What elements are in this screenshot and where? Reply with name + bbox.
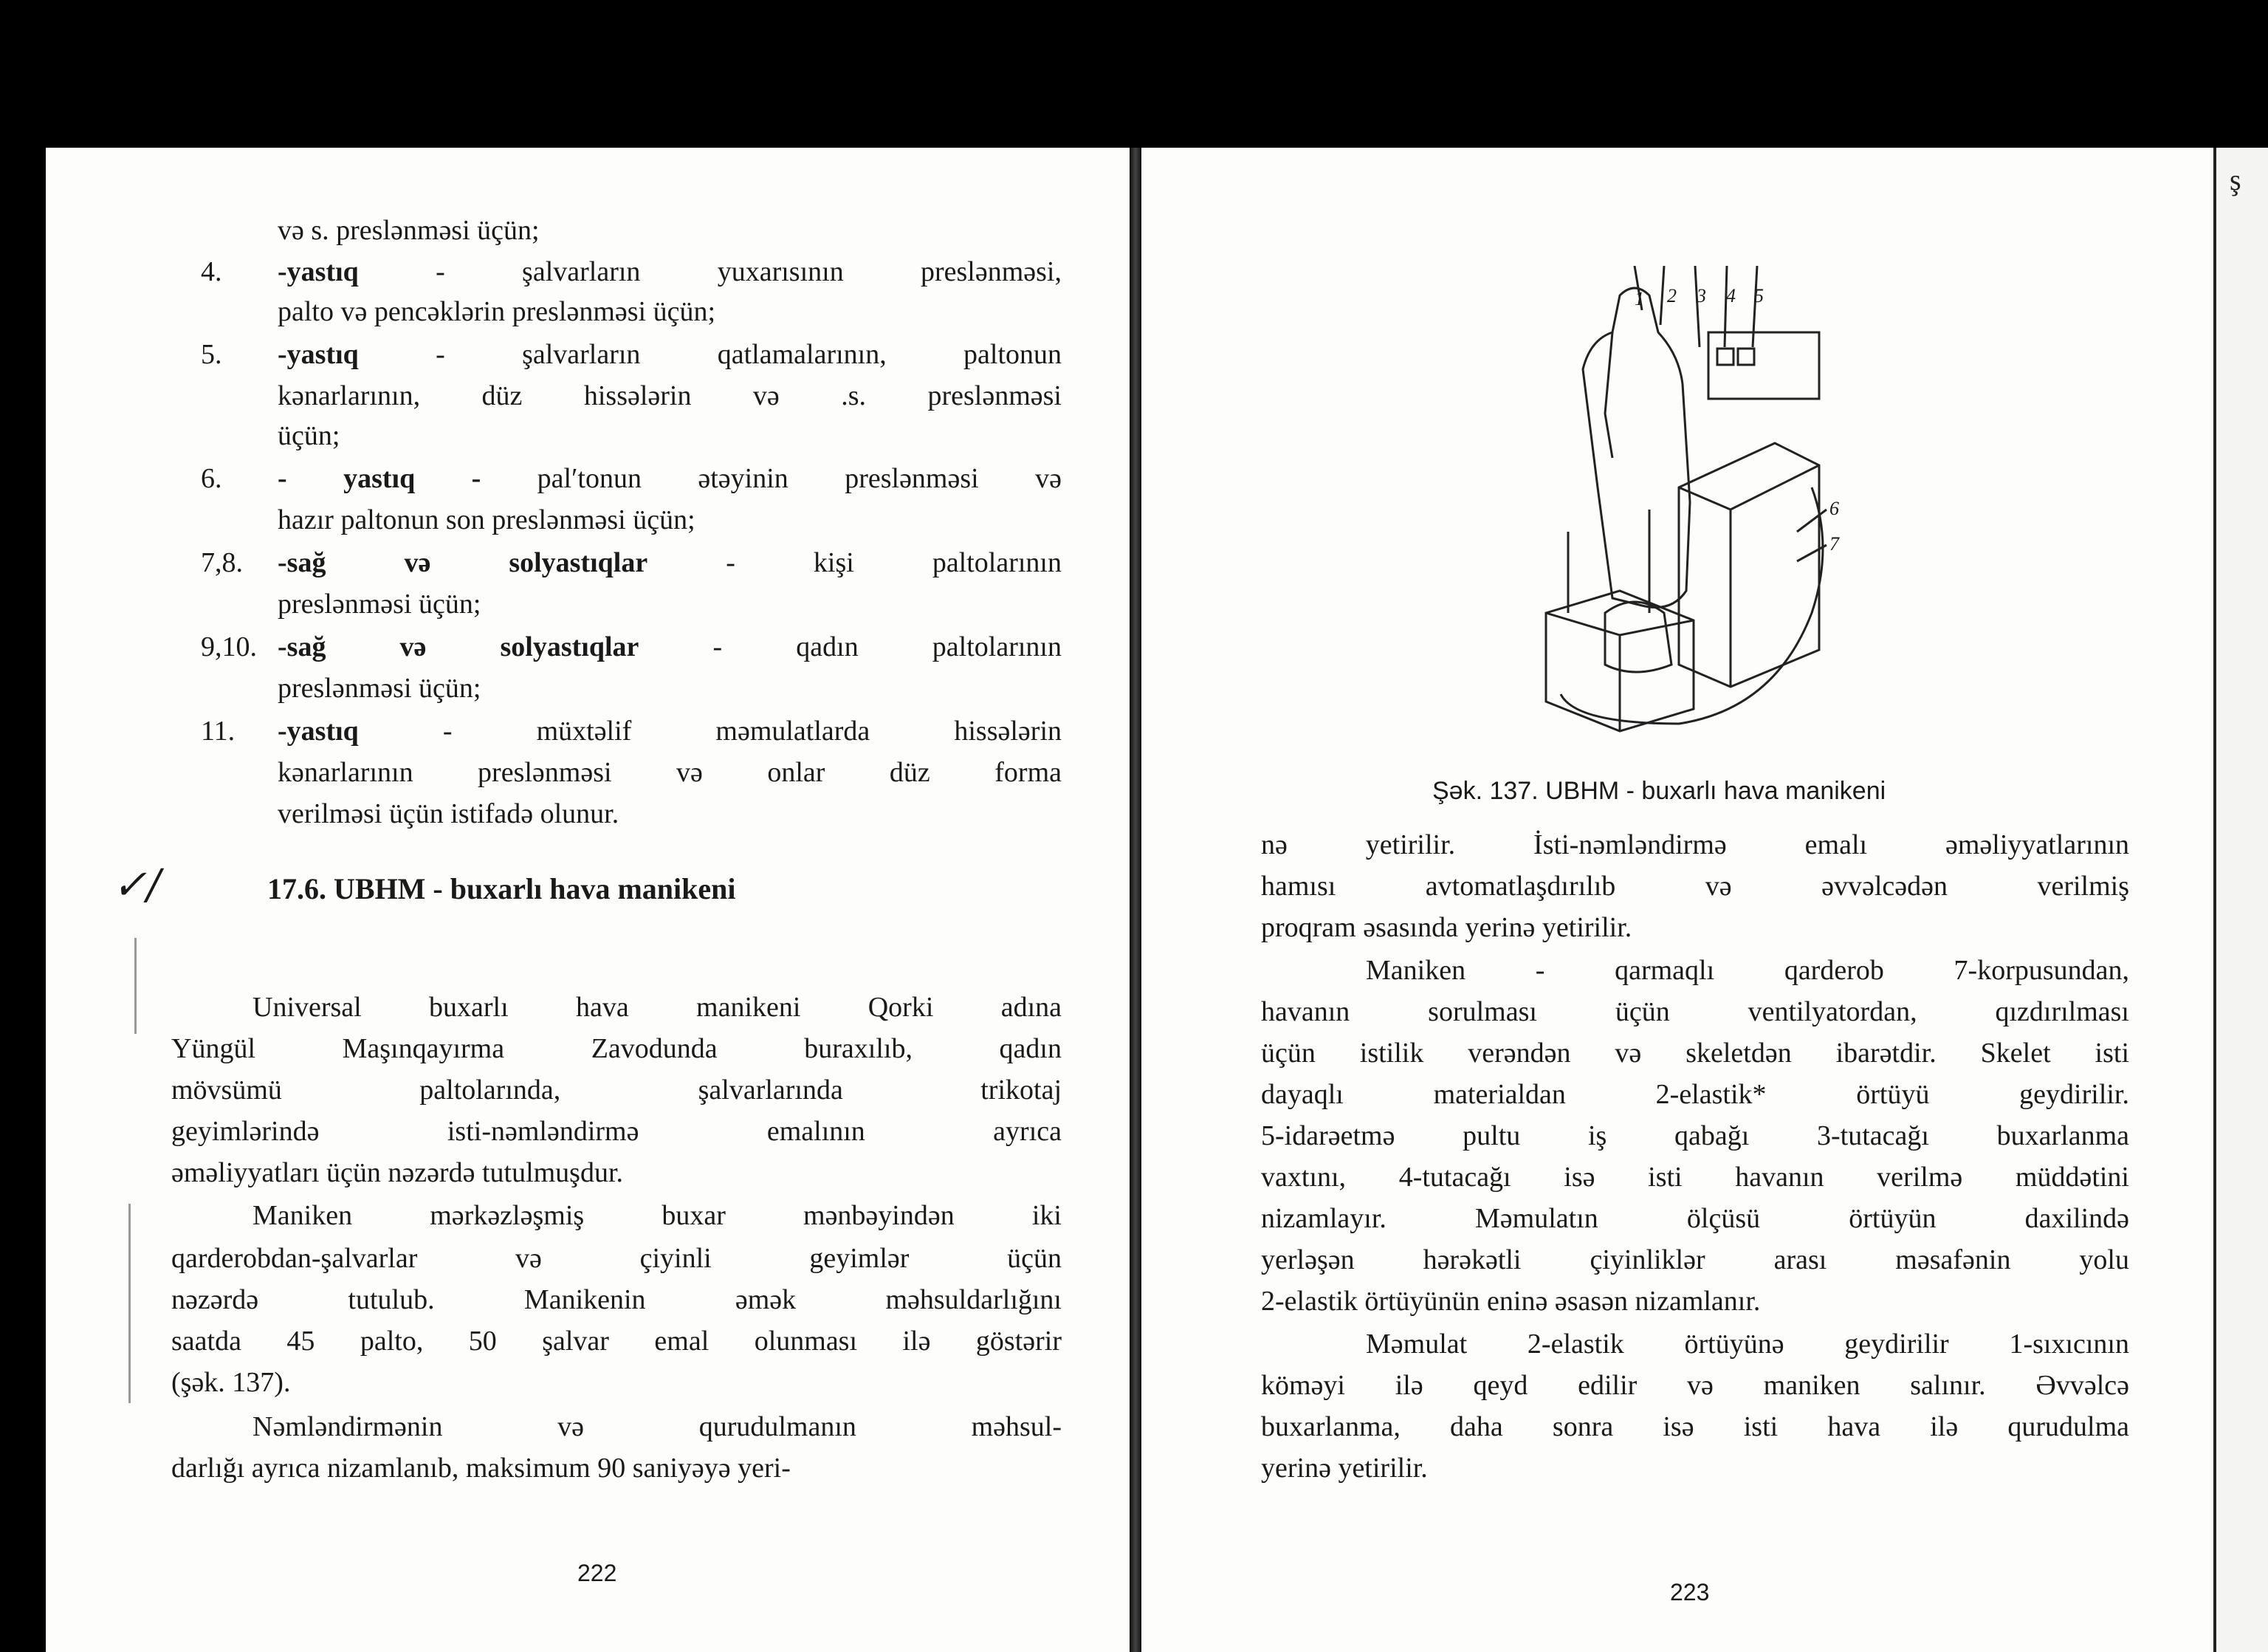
wardrobe-cabinet [1679,443,1819,687]
power-cord [1561,487,1823,724]
mannequin-cover [1583,288,1690,608]
list-number: 4. [201,256,222,287]
callout-label: 6 [1829,498,1839,519]
page-number: 222 [577,1560,617,1586]
list-text: - şalvarların qatlamalarının, paltonun [358,339,1062,370]
list-number: 9,10. [201,631,257,662]
figure-caption: Şək. 137. UBHM - buxarlı hava manikeni [1432,777,1886,805]
section-heading: 17.6. UBHM - buxarlı hava manikeni [267,872,736,905]
list-number: 7,8. [201,547,243,578]
callout-label: 1 [1635,288,1644,309]
paragraph-line: darlığı ayrıca nizamlanıb, maksimum 90 saniyəyə yeri- [171,1453,791,1484]
pencil-margin-mark [134,938,137,1034]
list-item-line [278,461,1062,496]
paragraph-line: yerinə yetirilir. [1261,1453,1428,1484]
paragraph-line: Maniken - qarmaqlı qarderob 7-korpusundan, [1366,955,2129,986]
list-item-line [278,629,1062,665]
paragraph-line: Maniken mərkəzləşmiş buxar mənbəyindən iki [252,1200,1062,1231]
callout-line [1660,266,1664,325]
paragraph-line: vaxtını, 4-tutacağı isə isti havanın verilmə müddətini [1261,1162,2129,1193]
paragraph-line: Universal buxarlı hava manikeni Qorki adına [252,992,1062,1023]
paragraph-line: hamısı avtomatlaşdırılıb və əvvəlcədən verilmiş [1261,871,2129,902]
list-item-line: üçün; [278,420,340,451]
list-term: - yastıq - [278,463,481,494]
list-term: -sağ və solyastıqlar [278,547,648,578]
list-text: - şalvarların yuxarısının preslənməsi, [358,256,1062,287]
cabinet-edge [1679,465,1819,510]
list-number: 5. [201,339,222,370]
callout-label: 2 [1667,285,1677,306]
handwritten-check-mark: ✓/ [112,861,161,909]
list-item-line [278,545,1062,580]
mannequin-base [1605,602,1671,672]
paragraph-line: havanın sorulması üçün ventilyatordan, qızdırılması [1261,996,2129,1027]
list-item-line: hazır paltonun son preslənməsi üçün; [278,504,695,535]
paragraph-line: Nəmləndirmənin və qurudulmanın məhsul- [252,1411,1062,1442]
panel-knob [1738,349,1754,365]
paragraph-line: (şək. 137). [171,1367,291,1398]
platform-edge [1546,613,1694,635]
paragraph-line: proqram əsasında yerinə yetirilir. [1261,912,1632,943]
mannequin-figure [1531,266,1841,738]
paragraph-line: nizamlayır. Məmulatın ölçüsü örtüyün daxilində [1261,1203,2129,1234]
paragraph-line: nəzərdə tutulub. Manikenin əmək məhsuldarlığını [171,1284,1062,1315]
right-page [1141,148,2213,1652]
list-item-line: kənarlarının preslənməsi və onlar düz forma [278,757,1062,788]
paragraph-line: buxarlanma, daha sonra isə isti hava ilə qurudulma [1261,1411,2129,1442]
list-text: - müxtəlif məmulatlarda hissələrin [358,716,1062,747]
list-term: -yastıq [278,339,359,370]
list-text: palʹtonun ətəyinin preslənməsi və [481,463,1062,494]
mannequin-arm [1605,332,1612,458]
list-number: 11. [201,716,236,747]
paragraph-line: yerləşən hərəkətli çiyinliklər arası məsafənin yolu [1261,1244,2129,1275]
callout-label: 3 [1697,285,1706,306]
paragraph-line: Məmulat 2-elastik örtüyünə geydirilir 1-sıxıcının [1366,1329,2129,1360]
list-item-line: preslənməsi üçün; [278,673,481,704]
list-text: - qadın paltolarının [639,631,1062,662]
paragraph-line: saatda 45 palto, 50 şalvar emal olunması ilə göstərir [171,1326,1062,1357]
paragraph-line: geyimlərində isti-nəmləndirmə emalının ayrıca [171,1116,1062,1147]
paragraph-line: 5-idarəetmə pultu iş qabağı 3-tutacağı buxarlanma [1261,1120,2129,1151]
intro-line: və s. preslənməsi üçün; [278,215,540,246]
callout-label: 5 [1754,285,1764,306]
list-item-line [278,337,1062,372]
list-item-line: verilməsi üçün istifadə olunur. [278,798,619,829]
next-page-edge [2213,148,2268,1652]
list-item-line: preslənməsi üçün; [278,589,481,620]
list-term: -yastıq [278,716,359,747]
edge-mark: ş [2230,163,2241,196]
paragraph-line: əməliyyatları üçün nəzərdə tutulmuşdur. [171,1157,624,1188]
list-term: -sağ və solyastıqlar [278,631,639,662]
paragraph-line: üçün istilik verəndən və skeletdən ibarətdir. Skelet isti [1261,1038,2129,1069]
list-term: -yastıq [278,256,359,287]
left-page [46,148,1130,1652]
paragraph-line: nə yetirilir. İsti-nəmləndirmə emalı əməliyyatlarının [1261,829,2129,860]
callout-label: 4 [1726,285,1736,306]
list-number: 6. [201,463,222,494]
callout-label: 7 [1829,533,1839,555]
list-text: - kişi paltolarının [647,547,1062,578]
panel-knob [1717,349,1733,365]
paragraph-line: qarderobdan-şalvarlar və çiyinli geyimlər üçün [171,1243,1062,1274]
paragraph-line: köməyi ilə qeyd edilir və maniken salınır. Əvvəlcə [1261,1370,2129,1401]
list-item-line [278,254,1062,289]
paragraph-line: dayaqlı materialdan 2-elastik* örtüyü geydirilir. [1261,1079,2129,1110]
page-number: 223 [1670,1579,1710,1605]
paragraph-line: Yüngül Maşınqayırma Zavodunda buraxılıb, qadın [171,1033,1062,1064]
list-item-line: kənarlarının, düz hissələrin və .s. preslənməsi [278,380,1062,411]
list-item-line [278,713,1062,749]
paragraph-line: mövsümü paltolarında, şalvarlarında trikotaj [171,1075,1062,1106]
paragraph-line: 2-elastik örtüyünün eninə əsasən nizamlanır. [1261,1286,1761,1317]
list-item-line: palto və pencəklərin preslənməsi üçün; [278,296,716,327]
book-gutter [1130,148,1141,1652]
pencil-margin-mark [128,1204,131,1403]
